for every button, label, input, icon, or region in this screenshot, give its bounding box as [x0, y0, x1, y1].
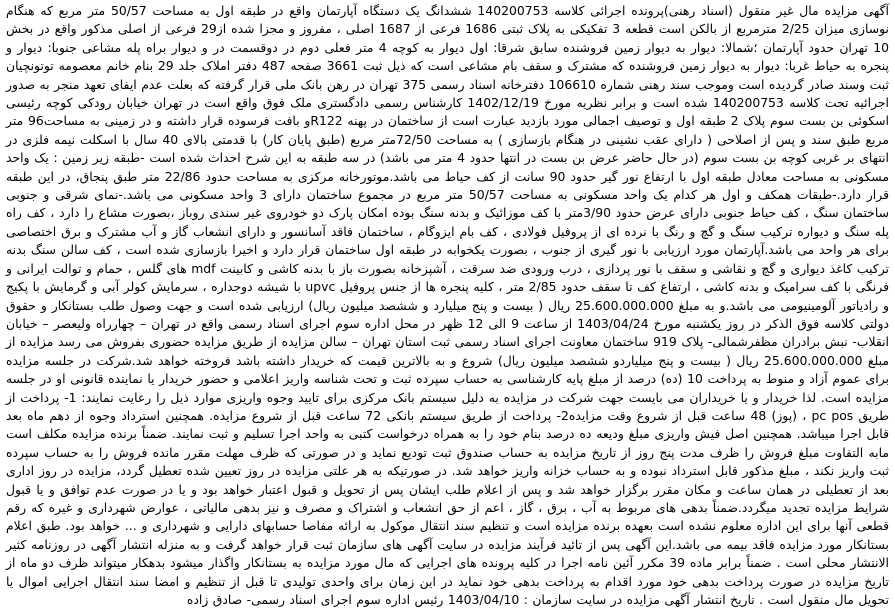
notice-body: آگهی مزایده مال غیر منقول (اسناد رهنی)پرونده اجرائی کلاسه 140200753 ششدانگ یک دستگاه آپارتمان واقع در طبقه اول به مساحت 50/57 متر مربع که هنگام نوسازی میزان 2/25 مترمربع از بالکن است قطعه 3 تفکیکی به پلاک ثبتی 1686 فرعی از 1687 اصلی ، مفروز و مجزا شده از29 فرعی از اصلی مذکور واقع در بخش 10 تهران حدود آپارتمان ؛شمالا: دیوار به دیوار زمین فروشنده سابق شرقا: اول دیوار به کوچه 4 متر فعلی دوم در دوقسمت در و دیوار براه پله مشاعی جنوبا: دیوار و پنجره به حیاط غربا: دیوار به دیوار زمین فروشنده که مشترک و سقف بام مشاعی است که ذیل ثبت 3661 صفحه 487 دفتر املاک جلد 29 بنام خانم معصومه توتونچیان ثبت وسند صادر گردیده است وموجب سند رهنی شماره 106610 دفترخانه اسناد رسمی 375 تهران در رهن بانک ملی قرار گرفته که بعلت عدم ایفای تعهد منجر به صدور اجرائیه تحت کلاسه 140200753 شده است و برابر نظریه مورخ 1402/12/19 کارشناس رسمی دادگستری ملک فوق واقع است در تهران خیابان رودکی کوچه رئیسی اسکوئی بن بست سوم پلاک 2 طبقه اول و توصیف اجمالی مورد بازدید عبارت است از ساختمان در پهنه R122و بافت فرسوده قرار داشته و در زمینی به مساحت96 متر مربع طبق سند و پس از اصلاحی ( دارای عقب نشینی در هنگام بازسازی ) به مساحت 72/50متر مربع (طبق پایان کار) با قدمتی بالای 40 سال با اسکلت نیمه فلزی در انتهای بر غربی کوچه بن بست سوم (در حال حاضر عرض بن بست در انتها حدود 4 متر می باشد) در سه طبقه به این شرح احداث شده است -طبقه زیر زمین : یک واحد مسکونی به مساحت معادل طبقه اول با ارتفاع نور گیر حدود 90 سانت از کف حیاط می باشد.موتورخانه مرکزی به مساحت حدود 22/86 متر طبق پنجاق، در این طبقه قرار دارد.-طبقات همکف و اول هر کدام یک واحد مسکونی به مساحت 50/57 متر مربع در مجموع ساختمان دارای 3 واحد مسکونی می باشد.-نمای شرقی و جنوبی ساختمان سنگ ، کف حیاط جنوبی دارای عرض حدود 3/90متر با کف موزائیک و بدنه سنگ بوده امکان پارک دو خودروی غیر سندی روباز ،بصورت مشاع را دارد ، کف راه پله سنگ و دیواره ترکیب سنگ و گچ و رنگ با نرده ای از پروفیل فولادی ، کف بام ایزوگام ، ساختمان فاقد آسانسور و دارای انشعاب گاز و آب مشترک و برق اختصاصی برای هر واحد می باشد.آپارتمان مورد ارزیابی با نور گیری از جنوب ، بصورت یکخوابه در طبقه اول ساختمان قرار دارد و اخیرا بازسازی شده است ، کف سالن سنگ بدنه ترکیب کاغذ دیواری و گچ و نقاشی و سقف با نور پردازی ، درب ورودی ضد سرقت ، آشپزخانه بصورت باز با بدنه کاشی و کابینت mdf های گلس ، حمام و توالت ایرانی و فرنگی با کف سرامیک و بدنه کاشی ، ارتفاع کف تا سقف حدود 2/85 متر ، کلیه پنجره ها از جنس پروفیل upvc با شیشه دوجداره ، سرمایش کولر آبی و گرمایش با پکیج و رادیاتور آلومینیومی می باشد.و به مبلغ 25.600.000.000 ریال ( بیست و پنج میلیارد و ششصد میلیون ریال) ارزیابی شده است و جهت وصول طلب بستانکار و حقوق دولتی کلاسه فوق الذکر در روز یکشنبه مورخ 1403/04/24 از ساعت 9 الی 12 ظهر در محل اداره سوم اجرای اسناد رسمی واقع در تهران – چهارراه ولیعصر – خیابان انقلاب- نبش برادران مظفرشمالی- پلاک 919 ساختمان معاونت اجرای اسناد رسمی ثبت استان تهران – سالن مزایده از طریق مزایده حضوری بفروش می رسد مزایده از مبلغ 25.600.000.000 ریال ( بیست و پنج میلیاردو ششصد میلیون ریال) شروع و به بالاترین قیمت که خریدار داشته باشد فروخته خواهد شد.شرکت در جلسه مزایده برای عموم آزاد و منوط به پرداخت 10 (ده) درصد از مبلغ پایه کارشناسی به حساب سپرده ثبت و تحت شناسه واریز اعلامی و حضور خریدار یا نماینده قانونی او در جلسه مزایده است. لذا خریدار و یا خریداران می بایست جهت شرکت در مزایده به دلیل سیستم بانک مرکزی برای تایید وجوه واریزی موارد ذیل را رعایت نمایند: 1- پرداخت از طریق pc pos ، (پوز) 48 ساعت قبل از شروع وقت مزایده2- پرداخت از طریق سیستم بانکی 72 ساعت قبل از شروع مزایده. همچنین استرداد وجوه از دهم ماه بعد قابل اجرا میباشد. همچنین اصل فیش واریزی مبلغ ودیعه ده درصد بنام خود را به همراه درخواست کتبی به واحد اجرا تسلیم و ثبت نمایند. ضمناً برنده مزایده مکلف است مابه التفاوت مبلغ فروش را ظرف مدت پنج روز از تاریخ مزایده به حساب صندوق ثبت تودیع نماید و در صورتی که ظرف مهلت مقرر مانده فروش را به حساب سپرده ثبت واریز نکند ، مبلغ مذکور قابل استرداد نبوده و به حساب خزانه واریز خواهد شد. در صورتیکه به هر علتی مزایده در روز تعیین شده تعطیل گردد، مزایده در روز اداری بعد از تعطیلی در همان ساعت و مکان مقرر برگزار خواهد شد و پس از اعلام طلب ایشان پس از تحویل و قبول اعتبار خواهد بود و یا در صورت عدم توافق و یا قبول شرایط مزایده تجدید میگردد.ضمناً بدهی های مربوط به آب ، برق ، گاز ، اعم از حق انشعاب و اشتراک و مصرف و نیز بدهی مالیاتی ، عوارض شهرداری و غیره که رقم قطعی آنها برای این اداره معلوم نشده است بعهده برنده مزایده است و تنظیم سند انتقال موکول به ارائه مفاصا حسابهای دارایی و شهرداری و ... خواهد بود. طبق اعلام بستانکار مورد مزایده فاقد بیمه می باشد.این آگهی پس از تائید فرآیند مزایده در سایت آگهی های سازمان ثبت قرار خواهد گرفت و به منزله انتشار آگهی در روزنامه کثیر الانتشار محلی است . ضمناً برابر ماده 39 مکرر آئین نامه اجرا در کلیه پرونده های اجرایی که مال مورد مزایده به بستانکار واگذار میشود بدهکار میتواند ظرف دو ماه از تاریخ مزایده در صورت پرداخت بدهی خود مورد اقدام به پرداخت بدهی خود نماید در این زمان برای واحدی تولیدی تا قبل از تنظیم و امضا سند انتقال اجرایی اموال یا تحویل مال منقول است . تاریخ انتشار آگهی مزایده در سایت سازمان : 1403/04/10 رئیس اداره سوم اجرای اسناد رسمی- صادق زاده — [6, 3, 890, 607]
